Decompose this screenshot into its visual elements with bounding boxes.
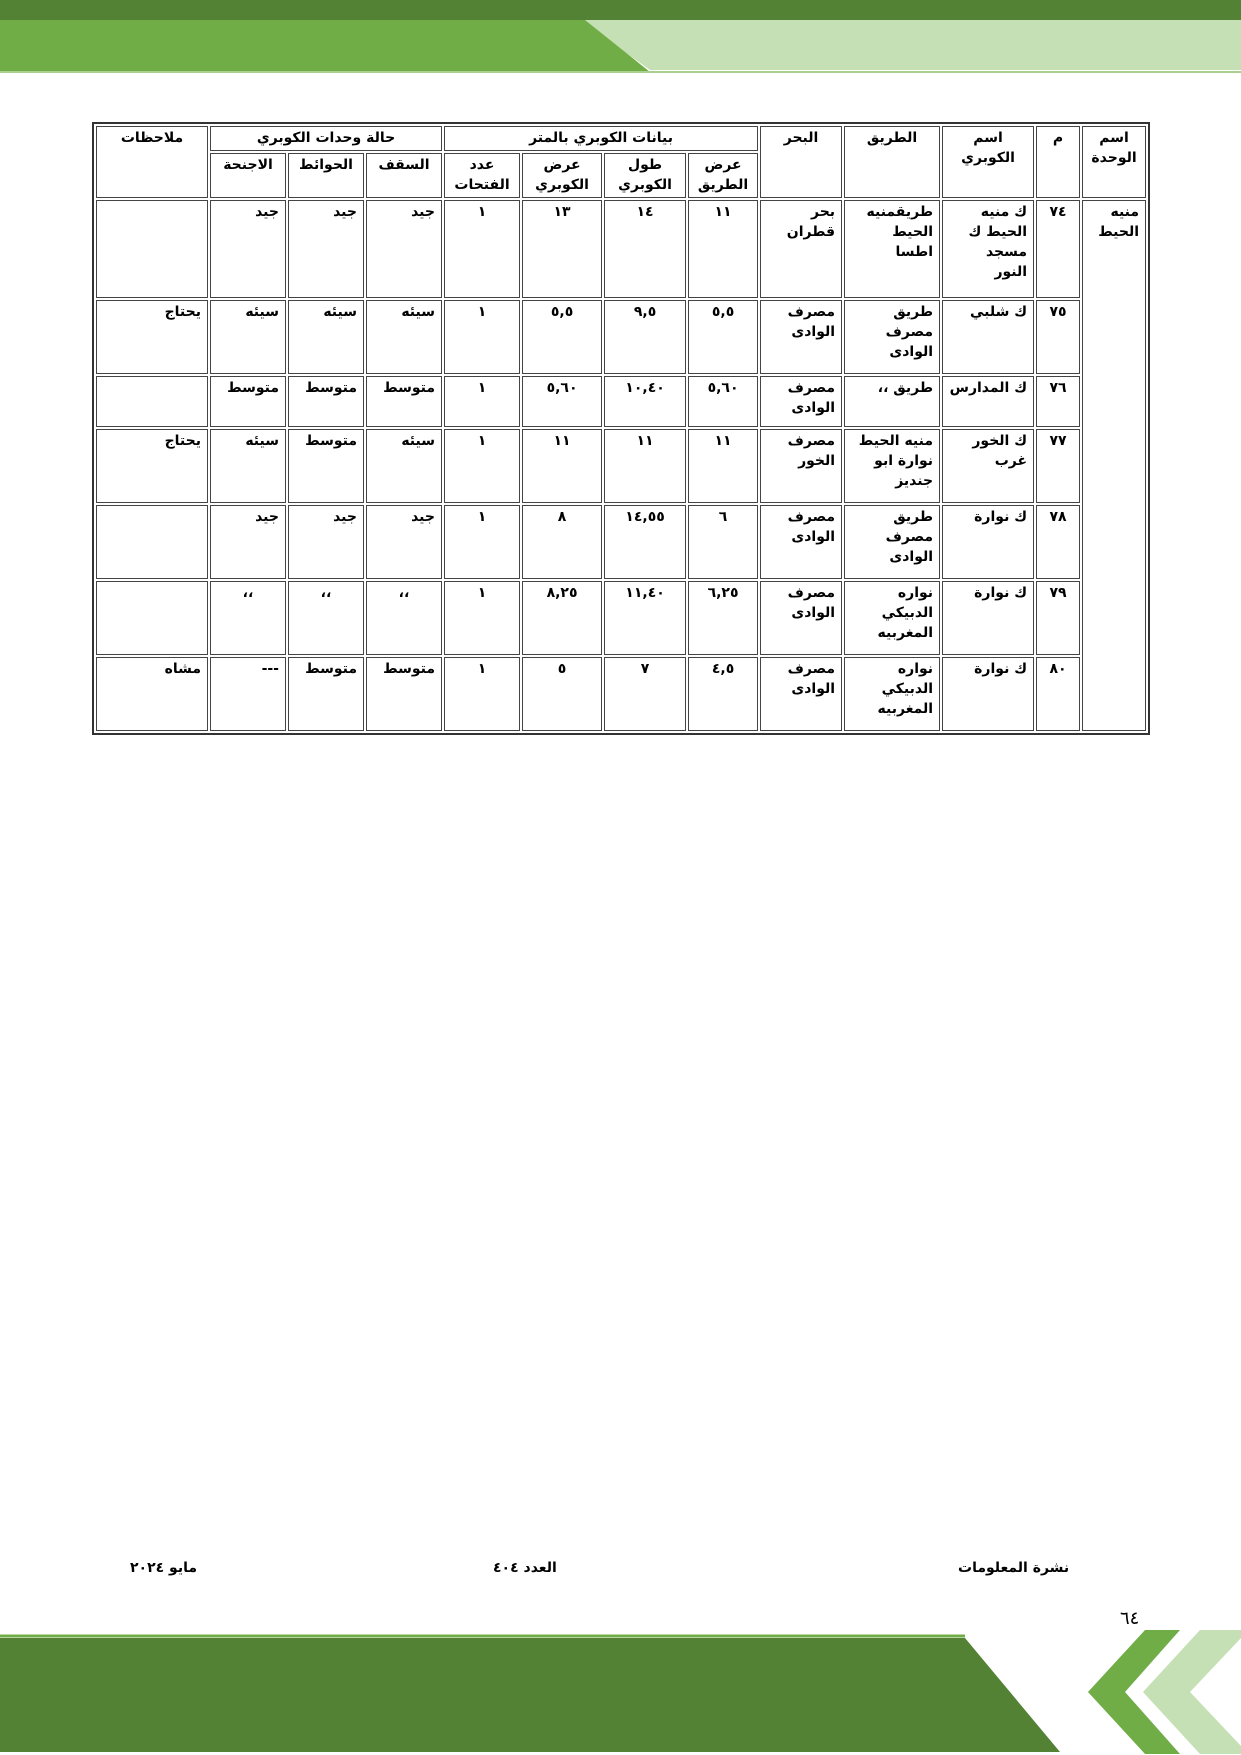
table-row [96,200,1146,298]
cell-bridge-width: ٨,٢٥ [522,581,602,655]
header-walls: الحوائط [288,153,364,198]
cell-road: طريقمنيه الحيط اطسا [844,200,940,298]
header-m: م [1036,126,1080,198]
table-row [96,376,1146,427]
footer-issue: العدد ٤٠٤ [493,1560,557,1576]
cell-bridge-name: ك الخور غرب [942,429,1034,503]
cell-walls: متوسط [288,429,364,503]
cell-wings: جيد [210,505,286,579]
banner-dark-strip [0,0,1241,20]
cell-road: طريق مصرف الوادى [844,505,940,579]
cell-road-width: ١١ [688,429,758,503]
cell-bridge-width: ٥,٥ [522,300,602,374]
cell-canal: بحر قطران [760,200,842,298]
bottom-banner [0,1630,1241,1755]
header-bridge-width: عرض الكوبري [522,153,602,198]
cell-wings: سيئه [210,300,286,374]
cell-openings: ١ [444,429,520,503]
cell-road-width: ١١ [688,200,758,298]
cell-road: منيه الحيط نوارة ابو جنديز [844,429,940,503]
cell-bridge-length: ١٠,٤٠ [604,376,686,427]
cell-walls: جيد [288,200,364,298]
cell-walls: ،، [288,581,364,655]
cell-openings: ١ [444,581,520,655]
cell-openings: ١ [444,657,520,731]
cell-walls: جيد [288,505,364,579]
cell-notes: يحتاج [96,300,208,374]
header-roof: السقف [366,153,442,198]
cell-bridge-length: ١٤ [604,200,686,298]
cell-notes [96,376,208,427]
cell-notes [96,505,208,579]
cell-canal: مصرف الوادى [760,581,842,655]
cell-road-width: ٦,٢٥ [688,581,758,655]
cell-bridge-name: ك نوارة [942,505,1034,579]
cell-bridge-length: ٧ [604,657,686,731]
cell-m: ٧٨ [1036,505,1080,579]
cell-road-width: ٤,٥ [688,657,758,731]
cell-bridge-length: ١١ [604,429,686,503]
table-row [96,505,1146,579]
header-openings: عدد الفتحات [444,153,520,198]
cell-road: طريق مصرف الوادى [844,300,940,374]
cell-bridge-length: ١٤,٥٥ [604,505,686,579]
cell-notes: مشاه [96,657,208,731]
cell-bridge-width: ١٣ [522,200,602,298]
cell-notes [96,200,208,298]
page-number: ٦٤ [1120,1608,1140,1629]
cell-bridge-length: ١١,٤٠ [604,581,686,655]
header-notes: ملاحظات [96,126,208,198]
footer-green-band [0,1638,1060,1752]
cell-walls: متوسط [288,376,364,427]
banner-light-band [580,20,1241,70]
header-unit-name: اسم الوحدة [1082,126,1146,198]
cell-canal: مصرف الوادى [760,505,842,579]
cell-wings: جيد [210,200,286,298]
cell-m: ٧٥ [1036,300,1080,374]
cell-canal: مصرف الوادى [760,376,842,427]
cell-road-width: ٦ [688,505,758,579]
footer-date: مايو ٢٠٢٤ [130,1560,198,1576]
cell-wings: ،، [210,581,286,655]
cell-roof: جيد [366,505,442,579]
cell-road: نواره الدبيكي المغربيه [844,581,940,655]
cell-canal: مصرف الخور [760,429,842,503]
cell-openings: ١ [444,376,520,427]
cell-notes [96,581,208,655]
table-row [96,429,1146,503]
cell-canal: مصرف الوادى [760,300,842,374]
cell-openings: ١ [444,505,520,579]
cell-walls: سيئه [288,300,364,374]
cell-bridge-width: ٨ [522,505,602,579]
cell-openings: ١ [444,200,520,298]
cell-bridge-name: ك المدارس [942,376,1034,427]
cell-walls: متوسط [288,657,364,731]
cell-bridge-width: ٥ [522,657,602,731]
cell-m: ٧٤ [1036,200,1080,298]
cell-bridge-length: ٩,٥ [604,300,686,374]
cell-wings: --- [210,657,286,731]
cell-bridge-width: ١١ [522,429,602,503]
cell-road: نواره الدبيكي المغربيه [844,657,940,731]
cell-roof: متوسط [366,657,442,731]
cell-bridge-name: ك نوارة [942,657,1034,731]
table-row [96,581,1146,655]
cell-bridge-name: ك نوارة [942,581,1034,655]
header-wings: الاجنحة [210,153,286,198]
cell-roof: سيئه [366,429,442,503]
header-road-width: عرض الطريق [688,153,758,198]
cell-canal: مصرف الوادى [760,657,842,731]
cell-m: ٧٧ [1036,429,1080,503]
cell-notes: يحتاج [96,429,208,503]
table-row [96,300,1146,374]
cell-wings: سيئه [210,429,286,503]
top-banner [0,0,1241,75]
header-bridge-data-group: بيانات الكوبري بالمتر [444,126,758,151]
bridges-table-container [92,122,1143,735]
cell-m: ٨٠ [1036,657,1080,731]
banner-green-band [0,20,650,72]
table-row [96,657,1146,731]
header-road: الطريق [844,126,940,198]
cell-road-width: ٥,٥ [688,300,758,374]
cell-bridge-width: ٥,٦٠ [522,376,602,427]
cell-m: ٧٦ [1036,376,1080,427]
cell-roof: متوسط [366,376,442,427]
cell-wings: متوسط [210,376,286,427]
cell-m: ٧٩ [1036,581,1080,655]
header-canal: البحر [760,126,842,198]
header-bridge-length: طول الكوبري [604,153,686,198]
cell-bridge-name: ك شلبي [942,300,1034,374]
bridges-table [92,122,1150,735]
cell-openings: ١ [444,300,520,374]
cell-roof: سيئه [366,300,442,374]
cell-road-width: ٥,٦٠ [688,376,758,427]
header-bridge-name: اسم الكوبري [942,126,1034,198]
footer-publication: نشرة المعلومات [958,1560,1070,1576]
cell-unit-name: منيه الحيط [1082,200,1146,731]
cell-roof: ،، [366,581,442,655]
header-status-group: حالة وحدات الكوبري [210,126,442,151]
cell-bridge-name: ك منيه الحيط ك مسجد النور [942,200,1034,298]
cell-road: طريق ،، [844,376,940,427]
cell-roof: جيد [366,200,442,298]
